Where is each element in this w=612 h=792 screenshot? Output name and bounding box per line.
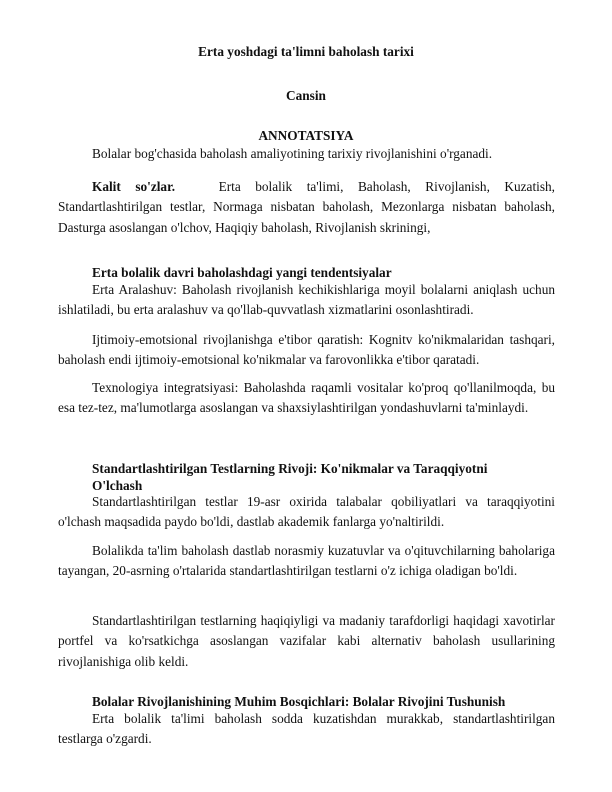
section-paragraph: Texnologiya integratsiyasi: Baholashda raqamli vositalar ko'proq qo'llanilmoqda, bu esa tez-tez, ma'lumotlarga asoslangan va shaxsiylashtirilgan yondashuvlarni ta'minlaydi.: [58, 380, 555, 416]
section-paragraph: Standartlashtirilgan testlarning haqiqiyligi va madaniy tarafdorligi haqidagi xavotirlar portfel va ko'rsatkichga asoslangan vazifalar kabi alternativ baholash usullarining rivojlanishiga olib keldi.: [58, 613, 555, 669]
section-heading: Standartlashtirilgan Testlarning Rivoji: Ko'nikmalar va Taraqqiyotni O'lchash: [92, 461, 488, 493]
section-heading: Erta bolalik davri baholashdagi yangi tendentsiyalar: [92, 265, 392, 280]
document-title: Erta yoshdagi ta'limni baholash tarixi: [198, 44, 414, 59]
section-paragraph: Standartlashtirilgan testlar 19-asr oxirida talabalar qobiliyatlari va taraqqiyotini o'lchash maqsadida paydo bo'ldi, dastlab akademik fanlarga yo'naltirildi.: [58, 494, 555, 530]
keywords-label: Kalit so'zlar.: [92, 179, 176, 194]
keywords-paragraph: [58, 177, 555, 238]
section-paragraph: Bolalikda ta'lim baholash dastlab norasmiy kuzatuvlar va o'qituvchilarning baholariga tayangan, 20-asrning o'rtalarida standartlashtirilgan testlarni o'z ichiga oladigan bo'ldi.: [58, 543, 555, 579]
annotation-text: Bolalar bog'chasida baholash amaliyotining tarixiy rivojlanishini o'rganadi.: [92, 146, 493, 161]
section-paragraph: Erta Aralashuv: Baholash rivojlanish kechikishlariga moyil bolalarni aniqlash uchun ishlatiladi, bu erta aralashuv va qo'llab-quvvatlash xizmatlarini osonlashtiradi.: [58, 282, 555, 318]
annotation-heading: ANNOTATSIYA: [258, 128, 354, 143]
keywords-text: Erta bolalik ta'limi, Baholash, Rivojlanish, Kuzatish, Standartlashtirilgan testlar, Normaga nisbatan baholash, Mezonlarga nisbatan baholash, Dasturga asoslangan o'lchov, Haqiqiy baholash, Rivojlanish skriningi,: [58, 179, 555, 235]
section-heading: Bolalar Rivojlanishining Muhim Bosqichlari: Bolalar Rivojini Tushunish: [92, 694, 506, 709]
section-paragraph: Erta bolalik ta'limi baholash sodda kuzatishdan murakkab, standartlashtirilgan testlarga o'zgardi.: [58, 711, 555, 747]
section-paragraph: Ijtimoiy-emotsional rivojlanishga e'tibor qaratish: Kognitv ko'nikmalaridan tashqari, baholash endi ijtimoiy-emotsional ko'nikmalar va farovonlikka e'tibor qaratadi.: [58, 332, 555, 368]
author-name: Cansin: [286, 88, 326, 103]
